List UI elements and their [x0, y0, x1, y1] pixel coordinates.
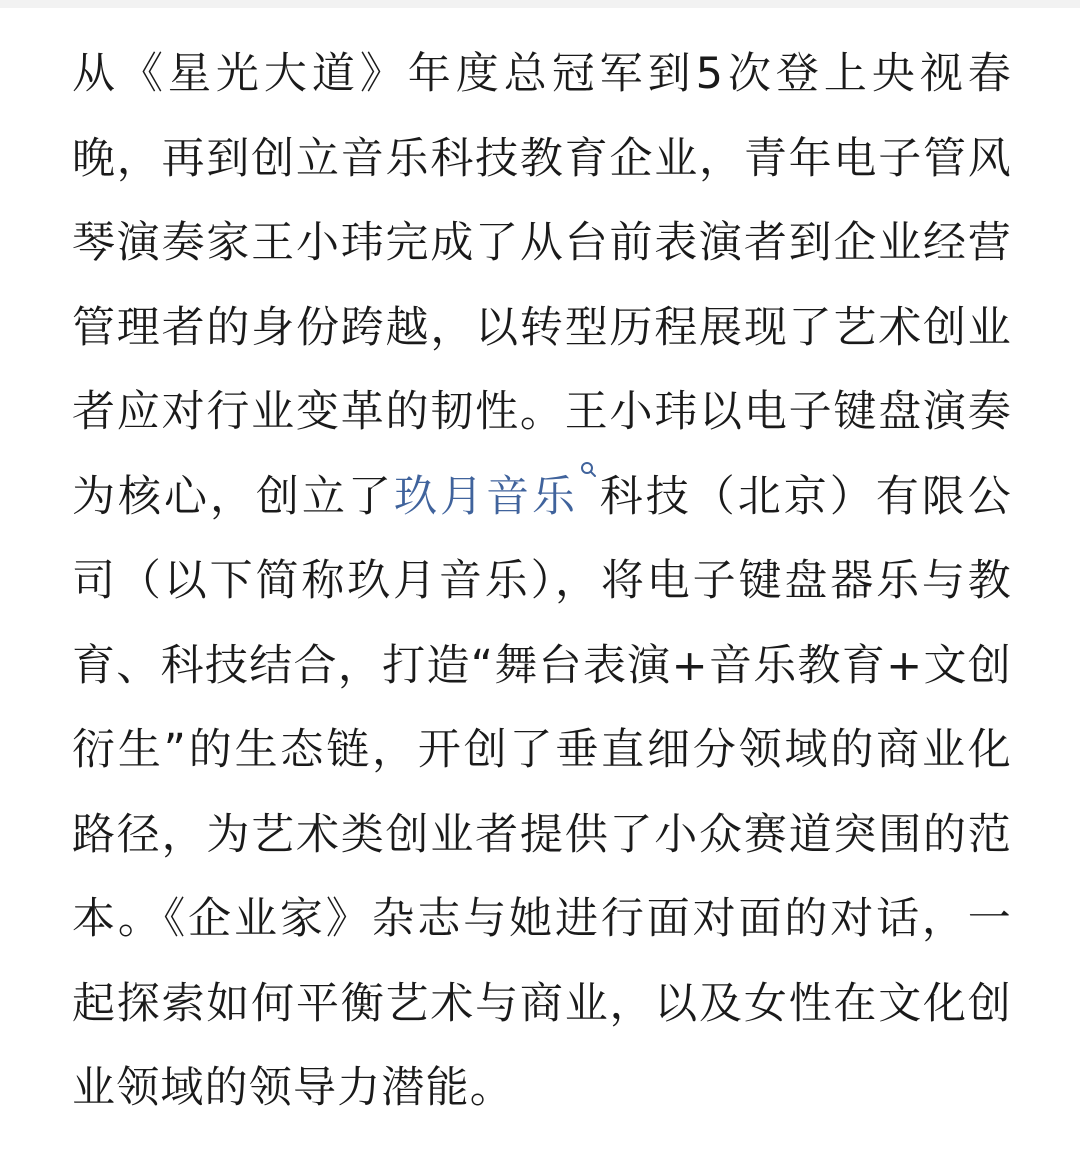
- entity-link-label: 玖月音乐: [394, 471, 578, 522]
- entity-link-jiuyue-music[interactable]: [394, 472, 598, 522]
- article-paragraph: [72, 32, 1012, 1131]
- search-icon[interactable]: [580, 461, 598, 489]
- top-divider: [0, 0, 1080, 8]
- paragraph-text-after-link: 科技（北京）有限公司（以下简称玖月音乐），将电子键盘器乐与教育、科技结合，打造“舞台表演+音乐教育+文创衍生”的生态链，开创了垂直细分领域的商业化路径，为艺术类创业者提供了小众赛道突围的范本。《企业家》杂志与她进行面对面的对话，一起探索如何平衡艺术与商业，以及女性在文化创业领域的领导力潜能。: [72, 471, 1012, 1113]
- paragraph-text-before-link: 从《星光大道》年度总冠军到5次登上央视春晚，再到创立音乐科技教育企业，青年电子管风琴演奏家王小玮完成了从台前表演者到企业经营管理者的身份跨越，以转型历程展现了艺术创业者应对行业变革的韧性。王小玮以电子键盘演奏为核心，创立了: [72, 49, 1012, 522]
